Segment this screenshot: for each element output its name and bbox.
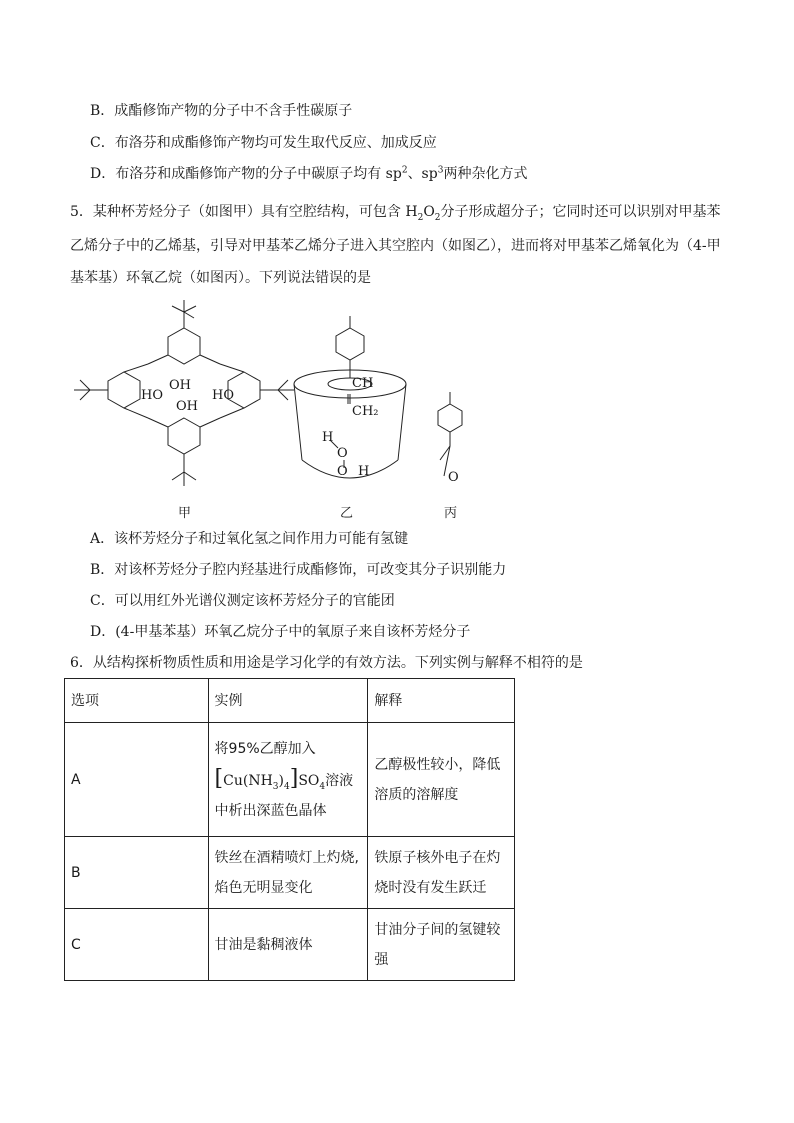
- q5-option-a: A．该杯芳烃分子和过氧化氢之间作用力可能有氢键: [90, 531, 409, 547]
- table-header-row: [65, 679, 515, 723]
- row-a-explain: 乙醇极性较小，降低 溶质的溶解度: [368, 723, 515, 837]
- q6-table: [64, 678, 515, 981]
- epoxide-structure: [438, 392, 462, 476]
- q5-stem-line-2: 乙烯分子中的乙烯基，引导对甲基苯乙烯分子进入其空腔内（如图乙），进而将对甲基苯乙烯氧化为（4-甲: [70, 238, 721, 254]
- row-c-option: C: [65, 909, 209, 981]
- copper-complex-formula: $[Cu(NH_3)_4]SO_4$溶液: [214, 765, 354, 792]
- header-explain: 解释: [368, 679, 515, 723]
- q5-option-d: D．(4-甲基苯基）环氧乙烷分子中的氧原子来自该杯芳烃分子: [90, 624, 471, 640]
- header-option: 选项: [65, 679, 209, 723]
- q5-option-b: B．对该杯芳烃分子腔内羟基进行成酯修饰，可改变其分子识别能力: [90, 562, 507, 578]
- oh-label-4: HO: [212, 388, 234, 403]
- caption-bing: 丙: [444, 506, 458, 521]
- q4-option-b: B．成酯修饰产物的分子中不含手性碳原子: [90, 103, 353, 119]
- caption-jia: 甲: [178, 506, 192, 521]
- oh-label-3: HO: [141, 388, 163, 403]
- row-b-example: 铁丝在酒精喷灯上灼烧, 焰色无明显变化: [208, 837, 368, 909]
- header-example: 实例: [208, 679, 368, 723]
- row-b-explain: 铁原子核外电子在灼 烧时没有发生跃迁: [368, 837, 515, 909]
- row-a-option: A: [65, 723, 209, 837]
- q5-figure-drawing: [68, 300, 548, 525]
- calixarene-structure: [74, 300, 294, 486]
- oh-label-1: OH: [169, 378, 191, 393]
- q5-stem-line-1: 5．某种杯芳烃分子（如图甲）具有空腔结构，可包含 $H_2O_2$分子形成超分子；它同时还可以识别对甲基苯: [70, 204, 721, 223]
- q4-option-d: D．布洛芬和成酯修饰产物的分子中碳原子均有 $sp^2$、$sp^3$两种杂化方式: [90, 165, 528, 182]
- ch-label: CH: [352, 376, 374, 391]
- o-label-2: O: [337, 464, 348, 479]
- h-label-1: H: [322, 430, 334, 445]
- table-row: [65, 909, 515, 981]
- table-row: [65, 723, 515, 837]
- row-b-option: B: [65, 837, 209, 909]
- oh-label-2: OH: [176, 399, 198, 414]
- row-c-example: 甘油是黏稠液体: [208, 909, 368, 981]
- table-row: [65, 837, 515, 909]
- h-label-2: H: [358, 464, 370, 479]
- q5-figure: [68, 300, 548, 525]
- q5-stem-line-3: 基苯基）环氧乙烷（如图丙）。下列说法错误的是: [70, 270, 371, 286]
- row-a-example: 将95%乙醇加入 $[Cu(NH_3)_4]SO_4$溶液 中析出深蓝色晶体: [208, 723, 368, 837]
- ch2-label: CH₂: [352, 404, 379, 419]
- caption-yi: 乙: [340, 506, 354, 521]
- epoxide-o-label: O: [448, 470, 459, 485]
- o-label-1: O: [337, 446, 348, 461]
- row-c-explain: 甘油分子间的氢键较 强: [368, 909, 515, 981]
- q5-option-c: C．可以用红外光谱仪测定该杯芳烃分子的官能团: [90, 593, 395, 609]
- q4-option-c: C．布洛芬和成酯修饰产物均可发生取代反应、加成反应: [90, 135, 437, 151]
- q6-stem: 6．从结构探析物质性质和用途是学习化学的有效方法。下列实例与解释不相符的是: [70, 655, 583, 671]
- cavity-structure: [294, 316, 406, 478]
